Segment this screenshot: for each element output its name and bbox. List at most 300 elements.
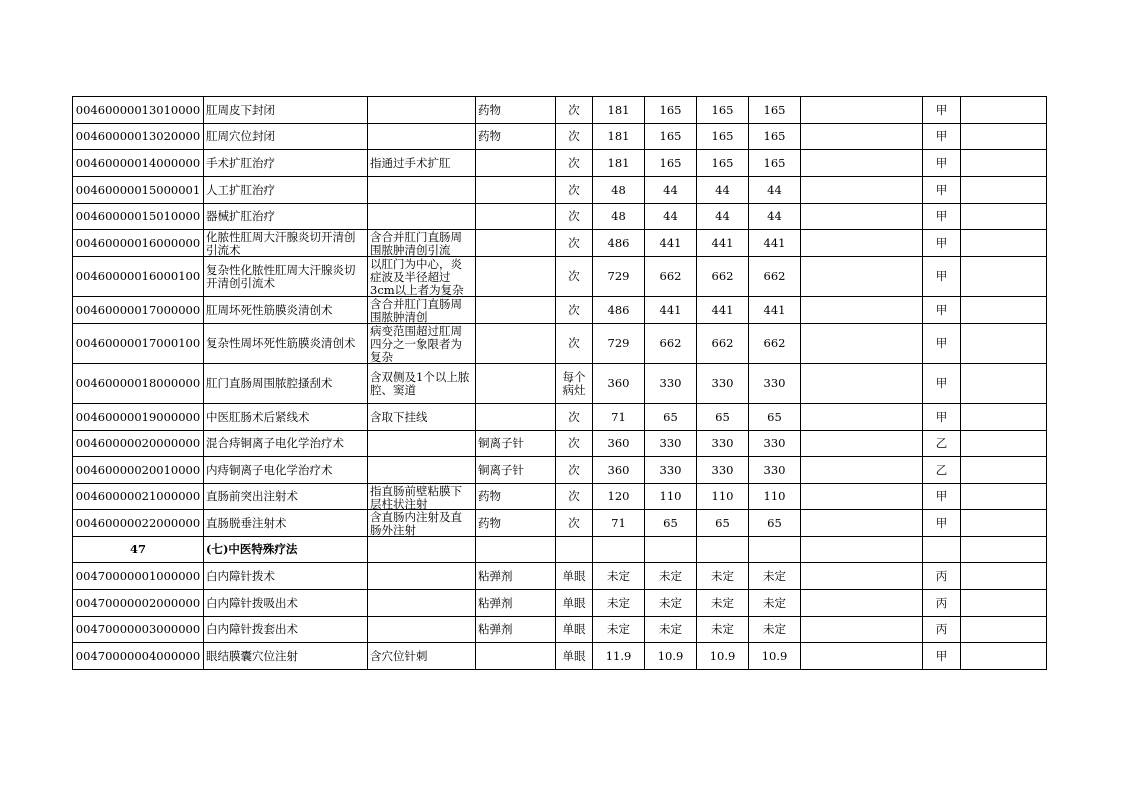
price-4-text: 65 [767, 410, 782, 424]
price-1-text: 48 [611, 183, 626, 197]
item-name-text: 肛周坏死性筋膜炎清创术 [206, 303, 333, 317]
content-cell [368, 617, 476, 643]
table-row [73, 643, 1047, 670]
class-cell [923, 643, 961, 670]
price-3-cell [697, 563, 749, 590]
material-cell [476, 510, 556, 537]
material-cell [476, 297, 556, 324]
item-name-cell [204, 643, 368, 670]
material-cell [476, 404, 556, 431]
unit-cell [556, 150, 593, 177]
content-text: 指直肠前壁粘膜下层柱状注射 [370, 484, 462, 509]
code-cell [73, 643, 204, 670]
price-3-cell [697, 124, 749, 150]
price-2-text: 165 [659, 103, 682, 117]
price-1-text: 181 [607, 103, 630, 117]
price-3-cell [697, 617, 749, 643]
unit-cell [556, 124, 593, 150]
class-text: 甲 [935, 183, 948, 197]
code-cell [73, 617, 204, 643]
item-name-cell [204, 364, 368, 404]
class-text: 丙 [935, 596, 948, 610]
price-3-text: 未定 [711, 569, 734, 583]
unit-text: 次 [568, 183, 580, 197]
table-row [73, 124, 1047, 150]
item-name-cell [204, 124, 368, 150]
price-2-cell [645, 150, 697, 177]
item-name-text: 器械扩肛治疗 [206, 210, 275, 223]
content-cell [368, 324, 476, 364]
price-1-text: 120 [607, 490, 630, 503]
class-text: 甲 [935, 337, 948, 350]
price-2-text: 165 [659, 156, 682, 170]
unit-cell [556, 364, 593, 404]
class-text: 甲 [935, 103, 948, 117]
price-3-cell [697, 643, 749, 670]
remark-cell [961, 431, 1047, 457]
price-4-cell [749, 510, 801, 537]
price-2-text: 330 [659, 437, 682, 450]
code-cell [73, 297, 204, 324]
unit-text: 单眼 [562, 623, 586, 636]
material-cell [476, 537, 556, 563]
unit-cell [556, 643, 593, 670]
item-name-text: 肛周穴位封闭 [206, 130, 275, 143]
price-2-text: 44 [663, 210, 678, 223]
code-cell [73, 150, 204, 177]
unit-cell [556, 457, 593, 484]
material-cell [476, 324, 556, 364]
class-text: 丙 [935, 623, 948, 636]
price-4-cell [749, 643, 801, 670]
price-2-text: 未定 [659, 623, 682, 636]
price-2-text: 330 [659, 463, 682, 477]
item-name-cell [204, 204, 368, 230]
price-4-text: 330 [763, 377, 786, 390]
item-name-text: 白内障针拨吸出术 [206, 596, 298, 610]
item-name-cell [204, 230, 368, 257]
price-3-cell [697, 324, 749, 364]
price-4-cell [749, 204, 801, 230]
item-name-text: 肛门直肠周围脓腔搔刮术 [206, 377, 333, 390]
class-text: 甲 [935, 156, 948, 170]
unit-text: 次 [568, 337, 580, 350]
price-2-cell [645, 510, 697, 537]
unit-text: 次 [568, 490, 580, 503]
unit-cell [556, 257, 593, 297]
content-cell [368, 590, 476, 617]
class-text: 甲 [935, 649, 948, 663]
price-2-cell [645, 204, 697, 230]
remark-cell [961, 297, 1047, 324]
price-3-cell [697, 457, 749, 484]
price-2-cell [645, 364, 697, 404]
content-text: 含直肠内注射及直肠外注射 [370, 510, 462, 536]
code-text: 00460000016000000 [75, 236, 201, 250]
table-row [73, 431, 1047, 457]
note-cell [801, 297, 923, 324]
class-cell [923, 590, 961, 617]
unit-text: 次 [568, 303, 580, 317]
price-3-text: 10.9 [709, 649, 736, 663]
note-cell [801, 484, 923, 510]
content-cell [368, 204, 476, 230]
class-cell [923, 97, 961, 124]
price-4-text: 44 [767, 183, 782, 197]
class-text: 丙 [935, 569, 948, 583]
price-2-text: 10.9 [657, 649, 684, 663]
remark-cell [961, 537, 1047, 563]
item-name-cell [204, 177, 368, 204]
price-1-text: 729 [607, 270, 630, 283]
class-text: 甲 [935, 130, 948, 143]
unit-text: 每个病灶 [562, 370, 586, 397]
price-3-text: 65 [715, 410, 730, 424]
remark-cell [961, 364, 1047, 404]
unit-cell [556, 324, 593, 364]
class-cell [923, 404, 961, 431]
price-1-cell [593, 204, 645, 230]
content-cell [368, 257, 476, 297]
price-3-cell [697, 590, 749, 617]
section-row [73, 537, 1047, 563]
item-name-cell [204, 457, 368, 484]
material-cell [476, 257, 556, 297]
code-text: 00460000018000000 [75, 377, 201, 390]
price-1-cell [593, 457, 645, 484]
price-4-cell [749, 431, 801, 457]
remark-cell [961, 590, 1047, 617]
table-row [73, 364, 1047, 404]
unit-text: 单眼 [562, 596, 586, 610]
code-text: 00460000015010000 [75, 210, 201, 223]
table-row [73, 97, 1047, 124]
note-cell [801, 431, 923, 457]
price-3-cell [697, 150, 749, 177]
unit-cell [556, 297, 593, 324]
content-cell [368, 230, 476, 257]
price-3-cell [697, 177, 749, 204]
price-2-text: 441 [659, 303, 682, 317]
unit-cell [556, 537, 593, 563]
price-2-cell [645, 484, 697, 510]
material-cell [476, 204, 556, 230]
price-3-cell [697, 230, 749, 257]
price-2-cell [645, 431, 697, 457]
price-3-text: 未定 [711, 596, 734, 610]
item-name-text: 眼结膜囊穴位注射 [206, 649, 298, 663]
note-cell [801, 177, 923, 204]
table-row [73, 204, 1047, 230]
content-cell [368, 177, 476, 204]
price-2-cell [645, 643, 697, 670]
code-cell [73, 563, 204, 590]
price-4-cell [749, 537, 801, 563]
price-3-cell [697, 537, 749, 563]
content-cell [368, 643, 476, 670]
remark-cell [961, 484, 1047, 510]
price-2-cell [645, 563, 697, 590]
material-text: 粘弹剂 [478, 596, 513, 610]
material-text: 铜离子针 [478, 437, 524, 450]
code-text: 00460000016000100 [75, 270, 201, 283]
unit-cell [556, 617, 593, 643]
item-name-text: 化脓性肛周大汗腺炎切开清创引流术 [206, 230, 356, 256]
code-cell [73, 457, 204, 484]
remark-cell [961, 563, 1047, 590]
unit-text: 次 [568, 410, 580, 424]
material-cell [476, 431, 556, 457]
price-4-cell [749, 230, 801, 257]
class-text: 甲 [935, 270, 948, 283]
content-cell [368, 510, 476, 537]
unit-cell [556, 230, 593, 257]
price-3-text: 330 [711, 377, 734, 390]
price-2-text: 65 [663, 410, 678, 424]
code-cell [73, 510, 204, 537]
item-name-cell [204, 257, 368, 297]
unit-text: 次 [568, 437, 580, 450]
price-4-text: 441 [763, 303, 786, 317]
unit-cell [556, 204, 593, 230]
remark-cell [961, 457, 1047, 484]
unit-cell [556, 97, 593, 124]
note-cell [801, 97, 923, 124]
content-cell [368, 364, 476, 404]
item-name-text: 白内障针拨术 [206, 569, 275, 583]
class-text: 乙 [935, 437, 948, 450]
price-2-cell [645, 257, 697, 297]
price-4-text: 662 [763, 270, 786, 283]
price-3-text: 未定 [711, 623, 734, 636]
code-text: 00460000021000000 [75, 490, 201, 503]
material-cell [476, 230, 556, 257]
item-name-cell [204, 510, 368, 537]
code-text: 00470000003000000 [75, 623, 201, 636]
item-name-cell [204, 297, 368, 324]
remark-cell [961, 324, 1047, 364]
price-1-cell [593, 404, 645, 431]
class-text: 甲 [935, 490, 948, 503]
price-table [72, 96, 1047, 670]
table-row [73, 617, 1047, 643]
class-cell [923, 484, 961, 510]
unit-text: 次 [568, 463, 580, 477]
remark-cell [961, 124, 1047, 150]
price-4-cell [749, 150, 801, 177]
material-text: 粘弹剂 [478, 569, 513, 583]
content-cell [368, 404, 476, 431]
price-2-cell [645, 230, 697, 257]
content-text: 病变范围超过肛周四分之一象限者为复杂 [370, 324, 462, 363]
code-text: 00460000013020000 [75, 130, 201, 143]
price-1-text: 360 [607, 437, 630, 450]
code-cell [73, 364, 204, 404]
code-text: 00470000004000000 [75, 649, 201, 663]
price-1-cell [593, 431, 645, 457]
price-4-cell [749, 457, 801, 484]
price-1-text: 未定 [607, 596, 630, 610]
code-text: 00460000015000001 [75, 183, 201, 197]
code-cell [73, 590, 204, 617]
remark-cell [961, 177, 1047, 204]
price-1-text: 71 [611, 516, 626, 530]
price-2-text: 110 [659, 490, 682, 503]
item-name-cell [204, 324, 368, 364]
table-row [73, 150, 1047, 177]
content-text: 含取下挂线 [370, 410, 428, 424]
table-row [73, 324, 1047, 364]
price-3-cell [697, 297, 749, 324]
price-2-text: 441 [659, 236, 682, 250]
content-cell [368, 97, 476, 124]
unit-cell [556, 431, 593, 457]
class-text: 甲 [935, 410, 948, 424]
item-name-text: 内痔铜离子电化学治疗术 [206, 463, 333, 477]
class-cell [923, 563, 961, 590]
remark-cell [961, 404, 1047, 431]
code-cell [73, 431, 204, 457]
price-2-text: 未定 [659, 596, 682, 610]
note-cell [801, 537, 923, 563]
note-cell [801, 457, 923, 484]
price-1-cell [593, 150, 645, 177]
material-cell [476, 643, 556, 670]
note-cell [801, 364, 923, 404]
unit-text: 次 [568, 210, 580, 223]
price-1-cell [593, 124, 645, 150]
unit-text: 次 [568, 103, 580, 117]
price-4-cell [749, 563, 801, 590]
item-name-text: 直肠脱垂注射术 [206, 516, 287, 530]
price-2-cell [645, 97, 697, 124]
remark-cell [961, 510, 1047, 537]
class-cell [923, 297, 961, 324]
item-name-cell [204, 563, 368, 590]
price-1-text: 71 [611, 410, 626, 424]
price-1-cell [593, 324, 645, 364]
class-cell [923, 230, 961, 257]
price-4-cell [749, 124, 801, 150]
material-text: 铜离子针 [478, 463, 524, 477]
price-1-cell [593, 97, 645, 124]
price-2-text: 662 [659, 270, 682, 283]
price-1-text: 486 [607, 303, 630, 317]
price-1-text: 486 [607, 236, 630, 250]
code-text: 00460000014000000 [75, 156, 201, 170]
code-text: 47 [129, 543, 146, 556]
price-2-cell [645, 537, 697, 563]
unit-cell [556, 590, 593, 617]
unit-cell [556, 404, 593, 431]
code-cell [73, 204, 204, 230]
price-4-cell [749, 484, 801, 510]
price-3-text: 110 [711, 490, 734, 503]
price-4-text: 未定 [763, 623, 786, 636]
price-3-cell [697, 364, 749, 404]
price-4-cell [749, 97, 801, 124]
material-cell [476, 177, 556, 204]
code-text: 00460000013010000 [75, 103, 201, 117]
price-2-cell [645, 457, 697, 484]
code-text: 00460000017000100 [75, 337, 201, 350]
item-name-cell [204, 97, 368, 124]
price-1-text: 181 [607, 130, 630, 143]
class-cell [923, 204, 961, 230]
table-row [73, 230, 1047, 257]
code-text: 00470000001000000 [75, 569, 201, 583]
price-3-text: 44 [715, 183, 730, 197]
table-row [73, 510, 1047, 537]
code-text: 00460000017000000 [75, 303, 201, 317]
code-text: 00460000019000000 [75, 410, 201, 424]
remark-cell [961, 204, 1047, 230]
note-cell [801, 204, 923, 230]
price-1-cell [593, 510, 645, 537]
unit-cell [556, 563, 593, 590]
item-name-text: 复杂性化脓性肛周大汗腺炎切开清创引流术 [206, 263, 356, 290]
class-text: 甲 [935, 236, 948, 250]
class-cell [923, 177, 961, 204]
content-text: 含穴位针刺 [370, 649, 428, 663]
price-2-cell [645, 124, 697, 150]
note-cell [801, 124, 923, 150]
price-4-cell [749, 257, 801, 297]
code-cell [73, 124, 204, 150]
price-4-cell [749, 404, 801, 431]
item-name-text: 混合痔铜离子电化学治疗术 [206, 437, 344, 450]
item-name-cell [204, 484, 368, 510]
unit-text: 次 [568, 516, 580, 530]
unit-cell [556, 484, 593, 510]
price-3-cell [697, 510, 749, 537]
remark-cell [961, 150, 1047, 177]
table-row [73, 404, 1047, 431]
class-text: 甲 [935, 210, 948, 223]
material-cell [476, 563, 556, 590]
content-text: 含合并肛门直肠周围脓肿清创引流 [370, 230, 462, 256]
content-cell [368, 457, 476, 484]
price-1-text: 48 [611, 210, 626, 223]
remark-cell [961, 617, 1047, 643]
price-4-text: 330 [763, 463, 786, 477]
unit-cell [556, 177, 593, 204]
price-4-text: 330 [763, 437, 786, 450]
code-text: 00460000020010000 [75, 463, 201, 477]
item-name-text: 复杂性周坏死性筋膜炎清创术 [206, 337, 356, 350]
unit-text: 次 [568, 236, 580, 250]
price-1-text: 729 [607, 337, 630, 350]
unit-text: 次 [568, 130, 580, 143]
unit-text: 次 [568, 270, 580, 283]
code-text: 00460000020000000 [75, 437, 201, 450]
code-cell [73, 324, 204, 364]
price-1-text: 未定 [607, 623, 630, 636]
note-cell [801, 617, 923, 643]
item-name-text: 肛周皮下封闭 [206, 103, 275, 117]
price-3-cell [697, 484, 749, 510]
price-4-cell [749, 364, 801, 404]
item-name-cell [204, 150, 368, 177]
item-name-text: 人工扩肛治疗 [206, 183, 275, 197]
table-row [73, 297, 1047, 324]
class-cell [923, 257, 961, 297]
class-text: 甲 [935, 377, 948, 390]
note-cell [801, 257, 923, 297]
code-text: 00460000022000000 [75, 516, 201, 530]
content-text: 含双侧及1个以上脓腔、窦道 [370, 370, 470, 397]
price-3-text: 662 [711, 270, 734, 283]
